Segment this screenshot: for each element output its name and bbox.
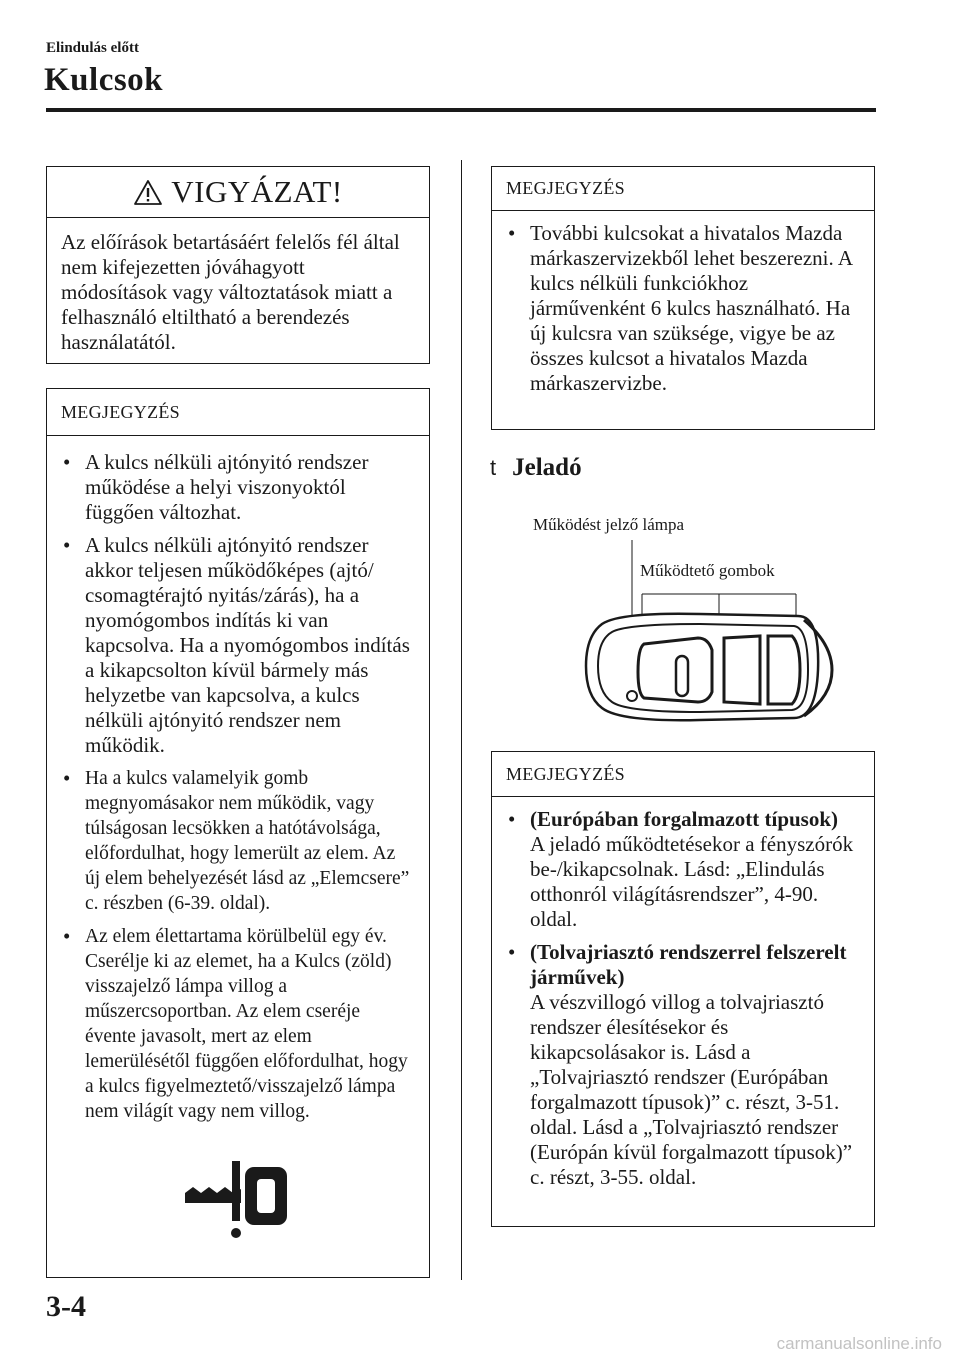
list-item-text: A jeladó működtetésekor a fényszórók be-/kikapcsolnak. Lásd: „Elindulás otthonról világításrendszer”, 4-90. oldal. <box>530 832 854 931</box>
figure-label-buttons: Működtető gombok <box>640 561 775 580</box>
note-body <box>47 436 429 1124</box>
key-warning-icon <box>183 1159 295 1243</box>
list-item-text: A vészvillogó villog a tolvajriasztó rendszer élesítésekor és kikapcsolásakor is. Lásd a „Tolvajriasztó rendszer (Európában forgalmazott típusok)” c. részt, 3-51. oldal. Lásd a „Tolvajriasztó rendszer (Európán kívül forgalmazott típusok)” c. részt, 3-55. oldal. <box>530 990 853 1189</box>
note-header: MEGJEGYZÉS <box>47 389 429 436</box>
page-title: Kulcsok <box>44 62 164 98</box>
list-item: • További kulcsokat a hivatalos Mazda márkaszervizekből lehet beszerezni. A kulcs nélküli funkciókhoz járművenként 6 kulcs használható. Ha új kulcsra van szüksége, vigye be az összes kulcsot a hivatalos Mazda márkaszervizbe. <box>506 221 860 396</box>
note-header: MEGJEGYZÉS <box>492 167 874 211</box>
section-heading <box>490 454 582 482</box>
list-item <box>506 807 860 932</box>
warning-title: VIGYÁZAT! <box>171 174 343 209</box>
section-title: Jeladó <box>512 454 582 481</box>
section-marker: t <box>490 455 497 480</box>
column-divider <box>461 160 462 1280</box>
note-header: MEGJEGYZÉS <box>492 752 874 797</box>
key-fob-illustration <box>580 532 840 728</box>
list-item: • A kulcs nélküli ajtónyitó rendszer akkor teljesen működőképes (ajtó/ csomagtérajtó nyitás/zárás), ha a nyomógombos indítás ki van kapcsolva. Ha a nyomógombos indítás a kikapcsolton kívül bármely más helyzetbe van kapcsolva, a kulcs nélküli ajtónyitó rendszer nem működik. <box>61 533 415 758</box>
note-box-left <box>46 388 430 1278</box>
header-rule <box>46 108 876 112</box>
warning-triangle-icon <box>133 179 163 206</box>
warning-text: Az előírások betartásáért felelős fél által nem kifejezetten jóváhagyott módosítások vagy változtatások miatt a felhasználó eltiltható a berendezés használatától. <box>61 230 400 354</box>
list-item-heading: • (Tolvajriasztó rendszerrel felszerelt járművek) <box>530 940 847 989</box>
list-item <box>506 940 860 1190</box>
breadcrumb: Elindulás előtt <box>46 40 139 56</box>
note-box-right-top <box>491 166 875 430</box>
figure-label-lamp: Működést jelző lámpa <box>533 515 685 534</box>
list-item: • Az elem élettartama körülbelül egy év. Cserélje ki az elemet, ha a Kulcs (zöld) visszajelző lámpa villog a műszercsoportban. Az elem cseréje évente javasolt, mert az elem lemerülésétől függően előfordulhat, hogy a kulcs figyelmeztető/visszajelző lámpa nem világít vagy nem villog. <box>61 924 415 1124</box>
watermark: carmanualsonline.info <box>776 1334 942 1353</box>
page-number: 3-4 <box>46 1290 86 1323</box>
note-body <box>492 797 874 1190</box>
note-body <box>492 211 874 396</box>
list-item: • A kulcs nélküli ajtónyitó rendszer működése a helyi viszonyoktól függően változhat. <box>61 450 415 525</box>
note-box-right-bottom <box>491 751 875 1227</box>
warning-box <box>46 166 430 364</box>
warning-header <box>47 167 429 218</box>
list-item-heading: • (Európában forgalmazott típusok) <box>530 807 839 831</box>
list-item: • Ha a kulcs valamelyik gomb megnyomásakor nem működik, vagy túlságosan lecsökken a hatótávolsága, előfordulhat, hogy lemerült az elem. Az új elem behelyezését lásd az „Elemcsere” c. részben (6-39. oldal). <box>61 766 415 916</box>
